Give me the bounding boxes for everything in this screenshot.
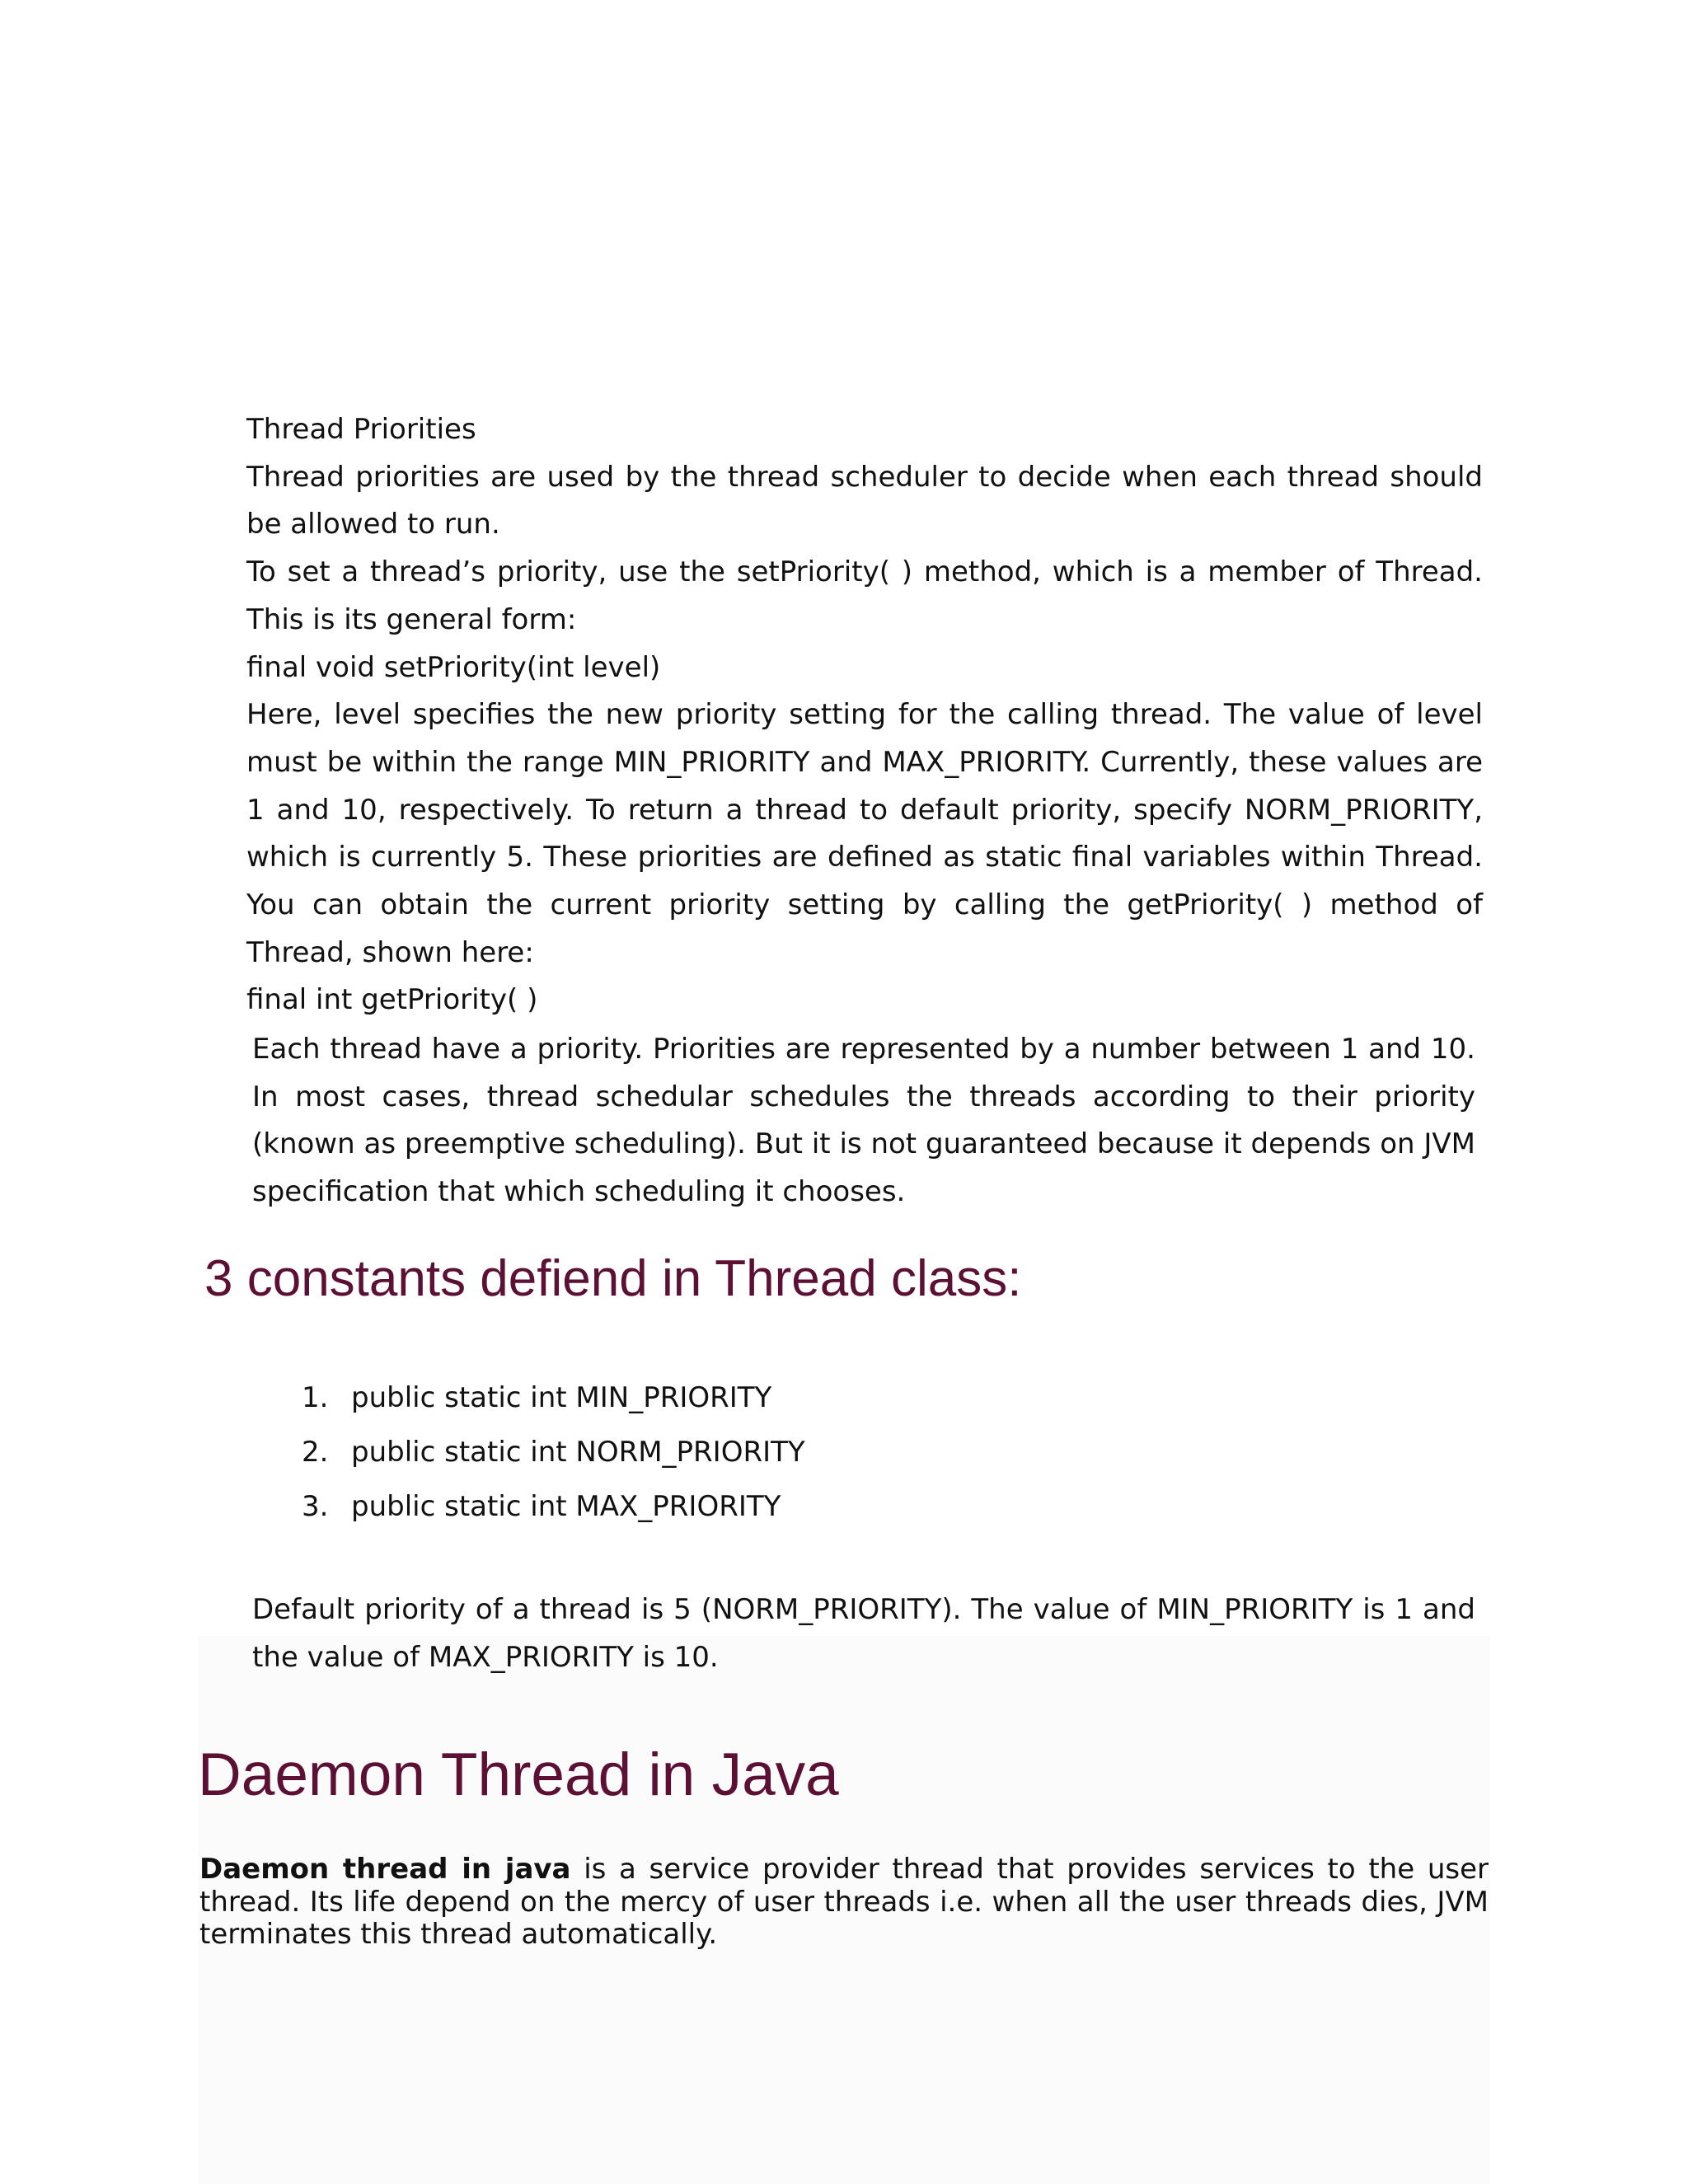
daemon-paragraph [199, 1854, 1489, 1952]
priority-paragraph: Each thread have a priority. Priorities are represented by a number between 1 and 10. In most cases, thread schedular schedules the threads according to their priority (known as preemptive scheduling). But it is not guaranteed because it depends on JVM specification that which scheduling it chooses. [252, 1033, 1475, 1209]
list-item-number: 2. [302, 1436, 329, 1469]
list-item [302, 1375, 805, 1429]
list-item-text: public static int MIN_PRIORITY [351, 1381, 772, 1414]
constants-list [302, 1375, 805, 1538]
level-description-paragraph: Here, level specifies the new priority setting for the calling thread. The value of level must be within the range MIN_PRIORITY and MAX_PRIORITY. Currently, these values are 1 and 10, respectively. To return a thread to default priority, specify NORM_PRIORITY, which is currently 5. These priorities are defined as static final variables within Thread. You can obtain the current priority setting by calling the getPriority( ) method of Thread, shown here: [246, 698, 1483, 969]
list-item-text: public static int MAX_PRIORITY [351, 1490, 781, 1523]
list-item-number: 3. [302, 1490, 329, 1523]
set-priority-paragraph: To set a thread’s priority, use the setPriority( ) method, which is a member of Thread. This is its general form: [246, 555, 1483, 636]
set-priority-signature: final void setPriority(int level) [246, 650, 661, 684]
default-priority-paragraph: Default priority of a thread is 5 (NORM_PRIORITY). The value of MIN_PRIORITY is 1 and the value of MAX_PRIORITY is 10. [252, 1593, 1475, 1674]
list-item-number: 1. [302, 1381, 329, 1414]
list-item-text: public static int NORM_PRIORITY [351, 1436, 805, 1469]
daemon-bold-lead: Daemon thread in java [199, 1853, 571, 1886]
default-priority-section [252, 1586, 1475, 1681]
daemon-heading: Daemon Thread in Java [198, 1741, 839, 1808]
get-priority-signature: final int getPriority( ) [246, 983, 538, 1017]
list-item [302, 1483, 805, 1538]
priority-explanation-section [252, 1026, 1475, 1216]
constants-heading: 3 constants defiend in Thread class: [204, 1250, 1022, 1307]
thread-priorities-section [246, 406, 1483, 1024]
daemon-text: is a service provider thread that provides services to the user thread. Its life depend on the mercy of user threads i.e. when all the user threads dies, JVM terminates this thread automatically. [199, 1853, 1489, 1951]
section-heading: Thread Priorities [246, 413, 476, 446]
list-item [302, 1429, 805, 1483]
intro-paragraph: Thread priorities are used by the thread scheduler to decide when each thread should be allowed to run. [246, 460, 1483, 541]
